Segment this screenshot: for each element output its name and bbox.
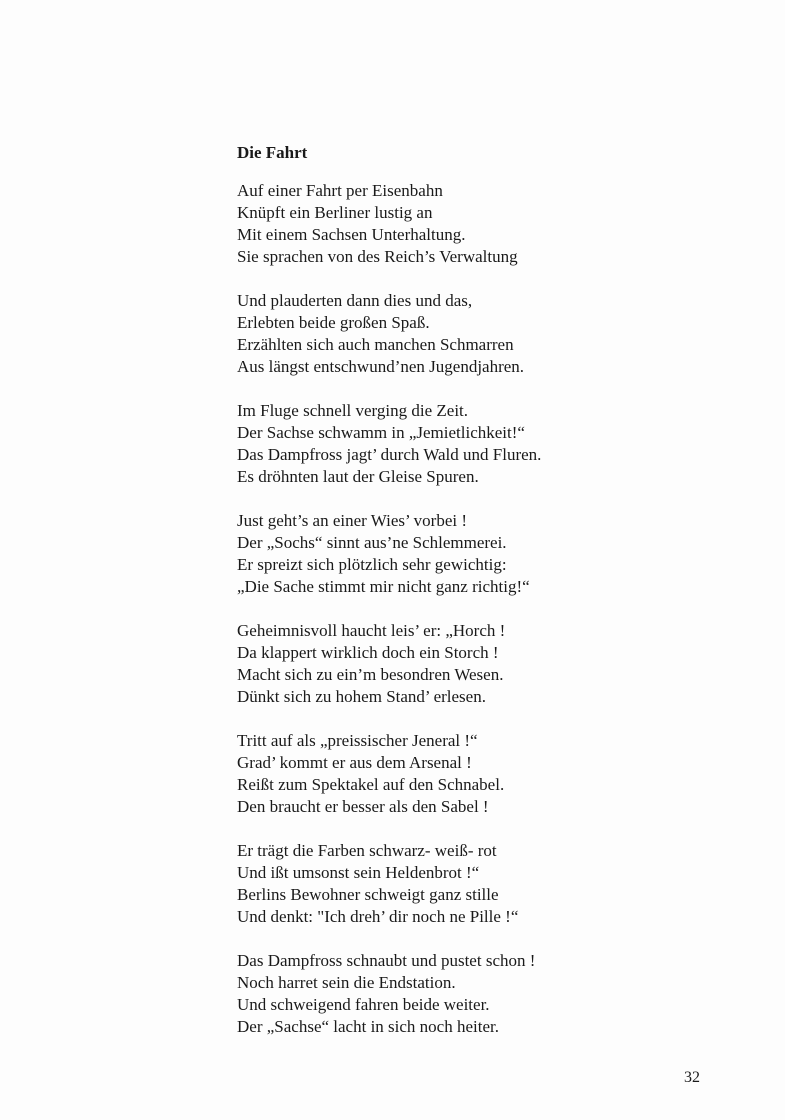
poem-line: Das Dampfross schnaubt und pustet schon ! bbox=[237, 951, 536, 970]
poem-line: Noch harret sein die Endstation. bbox=[237, 973, 456, 992]
poem-line: Geheimnisvoll haucht leis’ er: „Horch ! bbox=[237, 621, 506, 640]
poem-line: Im Fluge schnell verging die Zeit. bbox=[237, 401, 469, 420]
poem-line: Und schweigend fahren beide weiter. bbox=[237, 995, 490, 1014]
poem-line: Er spreizt sich plötzlich sehr gewichtig: bbox=[237, 555, 507, 574]
poem-line: Just geht’s an einer Wies’ vorbei ! bbox=[237, 511, 468, 530]
poem-title: Die Fahrt bbox=[237, 143, 308, 162]
stanza-4 bbox=[237, 510, 757, 598]
poem-line: Auf einer Fahrt per Eisenbahn bbox=[237, 181, 443, 200]
stanza-3 bbox=[237, 400, 757, 488]
stanza-1 bbox=[237, 180, 757, 268]
stanza-2 bbox=[237, 290, 757, 378]
poem-line: Und denkt: "Ich dreh’ dir noch ne Pille !“ bbox=[237, 907, 519, 926]
stanza-7 bbox=[237, 840, 757, 928]
poem-line: Grad’ kommt er aus dem Arsenal ! bbox=[237, 753, 472, 772]
poem-line: Reißt zum Spektakel auf den Schnabel. bbox=[237, 775, 505, 794]
poem-line: Erlebten beide großen Spaß. bbox=[237, 313, 430, 332]
poem-line: Macht sich zu ein’m besondren Wesen. bbox=[237, 665, 504, 684]
poem-line: Mit einem Sachsen Unterhaltung. bbox=[237, 225, 466, 244]
stanza-5 bbox=[237, 620, 757, 708]
poem-line: Es dröhnten laut der Gleise Spuren. bbox=[237, 467, 479, 486]
poem-body bbox=[237, 180, 757, 1060]
poem-line: Da klappert wirklich doch ein Storch ! bbox=[237, 643, 499, 662]
poem-line: Er trägt die Farben schwarz- weiß- rot bbox=[237, 841, 497, 860]
poem-line: Den braucht er besser als den Sabel ! bbox=[237, 797, 489, 816]
poem-line: Erzählten sich auch manchen Schmarren bbox=[237, 335, 514, 354]
poem-line: Sie sprachen von des Reich’s Verwaltung bbox=[237, 247, 518, 266]
poem-line: Der „Sochs“ sinnt aus’ne Schlemmerei. bbox=[237, 533, 507, 552]
poem-line: Aus längst entschwund’nen Jugendjahren. bbox=[237, 357, 525, 376]
stanza-8 bbox=[237, 950, 757, 1038]
poem-line: Und plauderten dann dies und das, bbox=[237, 291, 473, 310]
poem-line: Und ißt umsonst sein Heldenbrot !“ bbox=[237, 863, 480, 882]
poem-line: Berlins Bewohner schweigt ganz stille bbox=[237, 885, 499, 904]
poem-line: Der Sachse schwamm in „Jemietlichkeit!“ bbox=[237, 423, 525, 442]
poem-line: Das Dampfross jagt’ durch Wald und Fluren. bbox=[237, 445, 542, 464]
poem-line: Der „Sachse“ lacht in sich noch heiter. bbox=[237, 1017, 499, 1036]
stanza-6 bbox=[237, 730, 757, 818]
poem-line: Knüpft ein Berliner lustig an bbox=[237, 203, 433, 222]
poem-line: Tritt auf als „preissischer Jeneral !“ bbox=[237, 731, 478, 750]
poem-line: „Die Sache stimmt mir nicht ganz richtig!“ bbox=[237, 577, 530, 596]
page-number: 32 bbox=[684, 1069, 700, 1086]
poem-line: Dünkt sich zu hohem Stand’ erlesen. bbox=[237, 687, 486, 706]
